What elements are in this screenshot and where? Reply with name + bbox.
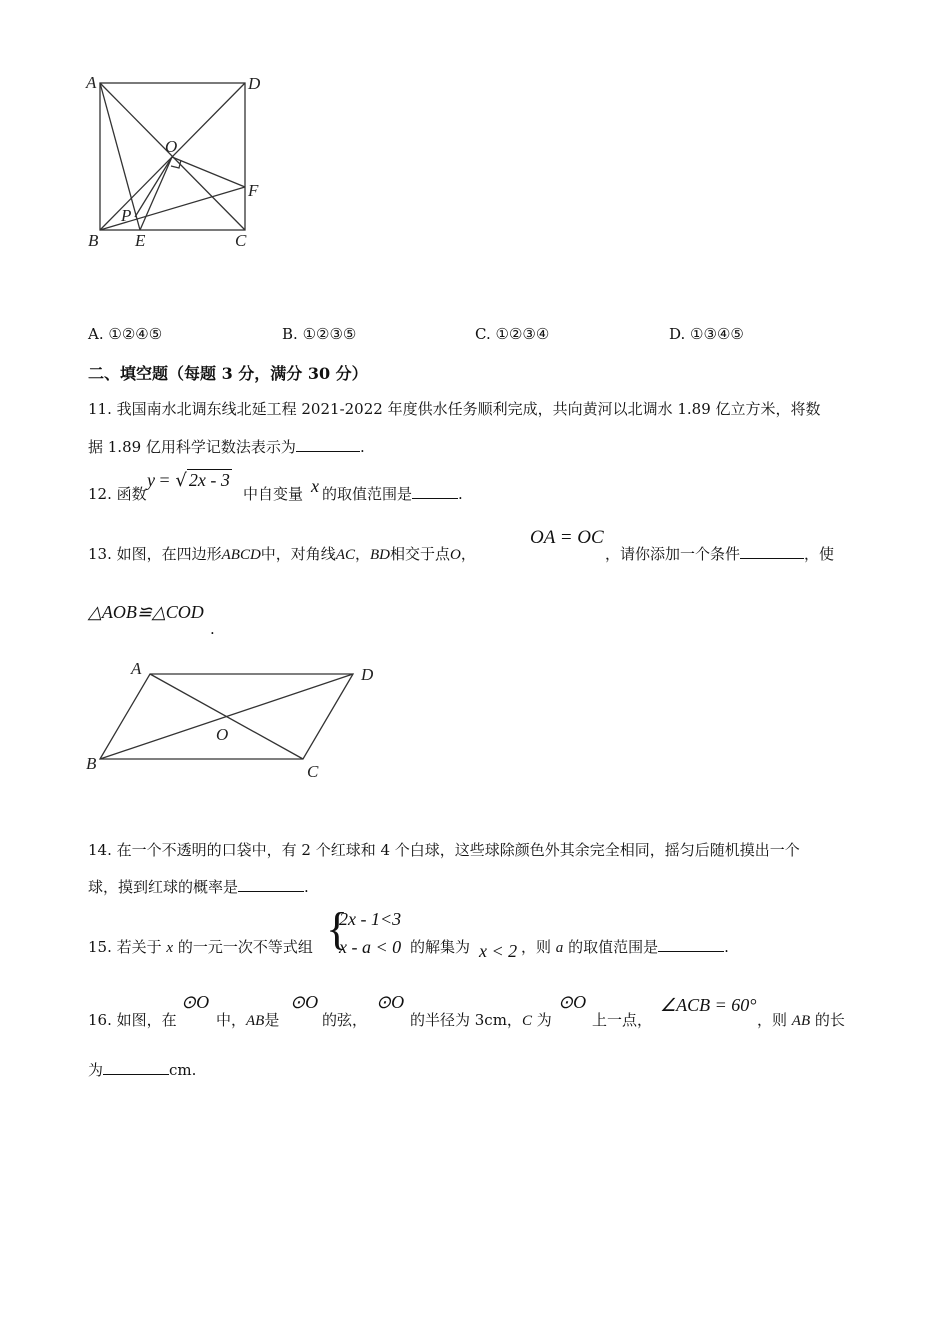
q16-answer-blank[interactable] [103, 1060, 169, 1075]
label-o: O [165, 137, 178, 156]
q16-circle-3: ⊙O [376, 992, 405, 1012]
figure-parallelogram [80, 655, 390, 785]
q12-formula: y = √ 2x - 3 [147, 470, 230, 491]
q14-line1: 14. 在一个不透明的口袋中，有 2 个红球和 4 个白球，这些球除颜色外其余完全相同，摇匀后随机摸出一个 [88, 841, 800, 859]
line-of [172, 157, 245, 187]
q13-formula: OA = OC [530, 527, 604, 548]
q13-end: . [210, 620, 215, 638]
label-p: P [121, 206, 132, 225]
q16-t4: 的弦， [322, 1011, 368, 1029]
q16-circle-2: ⊙O [290, 992, 319, 1012]
q15-answer-blank[interactable] [658, 937, 724, 952]
option-b[interactable]: B. ①②③⑤ [282, 325, 357, 343]
q12-mid: 中自变量 [243, 485, 304, 503]
label-d: D [361, 665, 374, 684]
q13-congruence: △AOB≌△COD [88, 602, 204, 622]
sqrt-symbol: √ [175, 470, 187, 491]
q12-pre: 12. 函数 [88, 485, 147, 503]
q15-ineq1: 2x - 1<3 [339, 909, 402, 929]
q13-line1-end: ，请你添加一个条件 ，使 [605, 545, 835, 563]
system-brace: { [326, 903, 349, 954]
option-d[interactable]: D. ①③④⑤ [669, 325, 744, 343]
q16-line2: 为 cm. [88, 1061, 197, 1079]
q15-solution: x < 2 [479, 941, 518, 961]
q13-answer-blank[interactable] [740, 544, 804, 559]
q16-t2: 中，AB是 [216, 1011, 280, 1029]
q15-ineq2: x - a < 0 [339, 937, 402, 957]
q16-angle: ∠ACB = 60° [660, 995, 757, 1015]
option-c[interactable]: C. ①②③④ [475, 325, 550, 343]
q15-t2: 的解集为 [410, 938, 471, 956]
q11-line2: 据 1.89 亿用科学记数法表示为 . [88, 438, 365, 456]
q16-circle-1: ⊙O [181, 992, 210, 1012]
q13-line1: 13. 如图，在四边形ABCD中，对角线AC，BD相交于点O， [88, 545, 476, 563]
q16-t1: 16. 如图，在 [88, 1011, 177, 1029]
q16-t8: ，则 AB 的长 [757, 1011, 845, 1029]
q12-var-x: x [311, 476, 319, 496]
label-c: C [307, 762, 319, 781]
q15-pre: 15. 若关于 x 的一元一次不等式组 [88, 938, 313, 956]
label-e: E [135, 231, 146, 250]
option-a[interactable]: A. ①②④⑤ [88, 325, 163, 343]
q12-post: 的取值范围是 . [322, 485, 463, 503]
line-po [135, 157, 172, 217]
q11-line1: 11. 我国南水北调东线北延工程 2021-2022 年度供水任务顺利完成，共向黄河以北调水 1.89 亿立方米，将数 [88, 400, 821, 418]
label-o: O [216, 725, 229, 744]
q16-t7: 上一点， [592, 1011, 653, 1029]
label-b: B [86, 754, 97, 773]
diagonal-bd [100, 674, 353, 759]
label-c: C [235, 231, 247, 250]
label-d: D [248, 74, 261, 93]
right-angle-mark [171, 160, 181, 168]
q16-t5: 的半径为 3cm，C 为 [410, 1011, 552, 1029]
label-a: A [86, 73, 97, 92]
q14-answer-blank[interactable] [238, 877, 304, 892]
label-b: B [88, 231, 99, 250]
figure-square [80, 70, 280, 255]
q11-answer-blank[interactable] [296, 437, 360, 452]
q14-line2: 球，摸到红球的概率是 . [88, 878, 309, 896]
label-a: A [131, 659, 142, 678]
line-ae [100, 83, 140, 230]
line-oe [140, 157, 172, 230]
q16-circle-4: ⊙O [558, 992, 587, 1012]
label-f: F [248, 181, 259, 200]
section-heading: 二、填空题（每题 3 分，满分 30 分） [88, 364, 368, 383]
q12-answer-blank[interactable] [412, 484, 458, 499]
q15-post: ，则 a 的取值范围是 . [521, 938, 729, 956]
